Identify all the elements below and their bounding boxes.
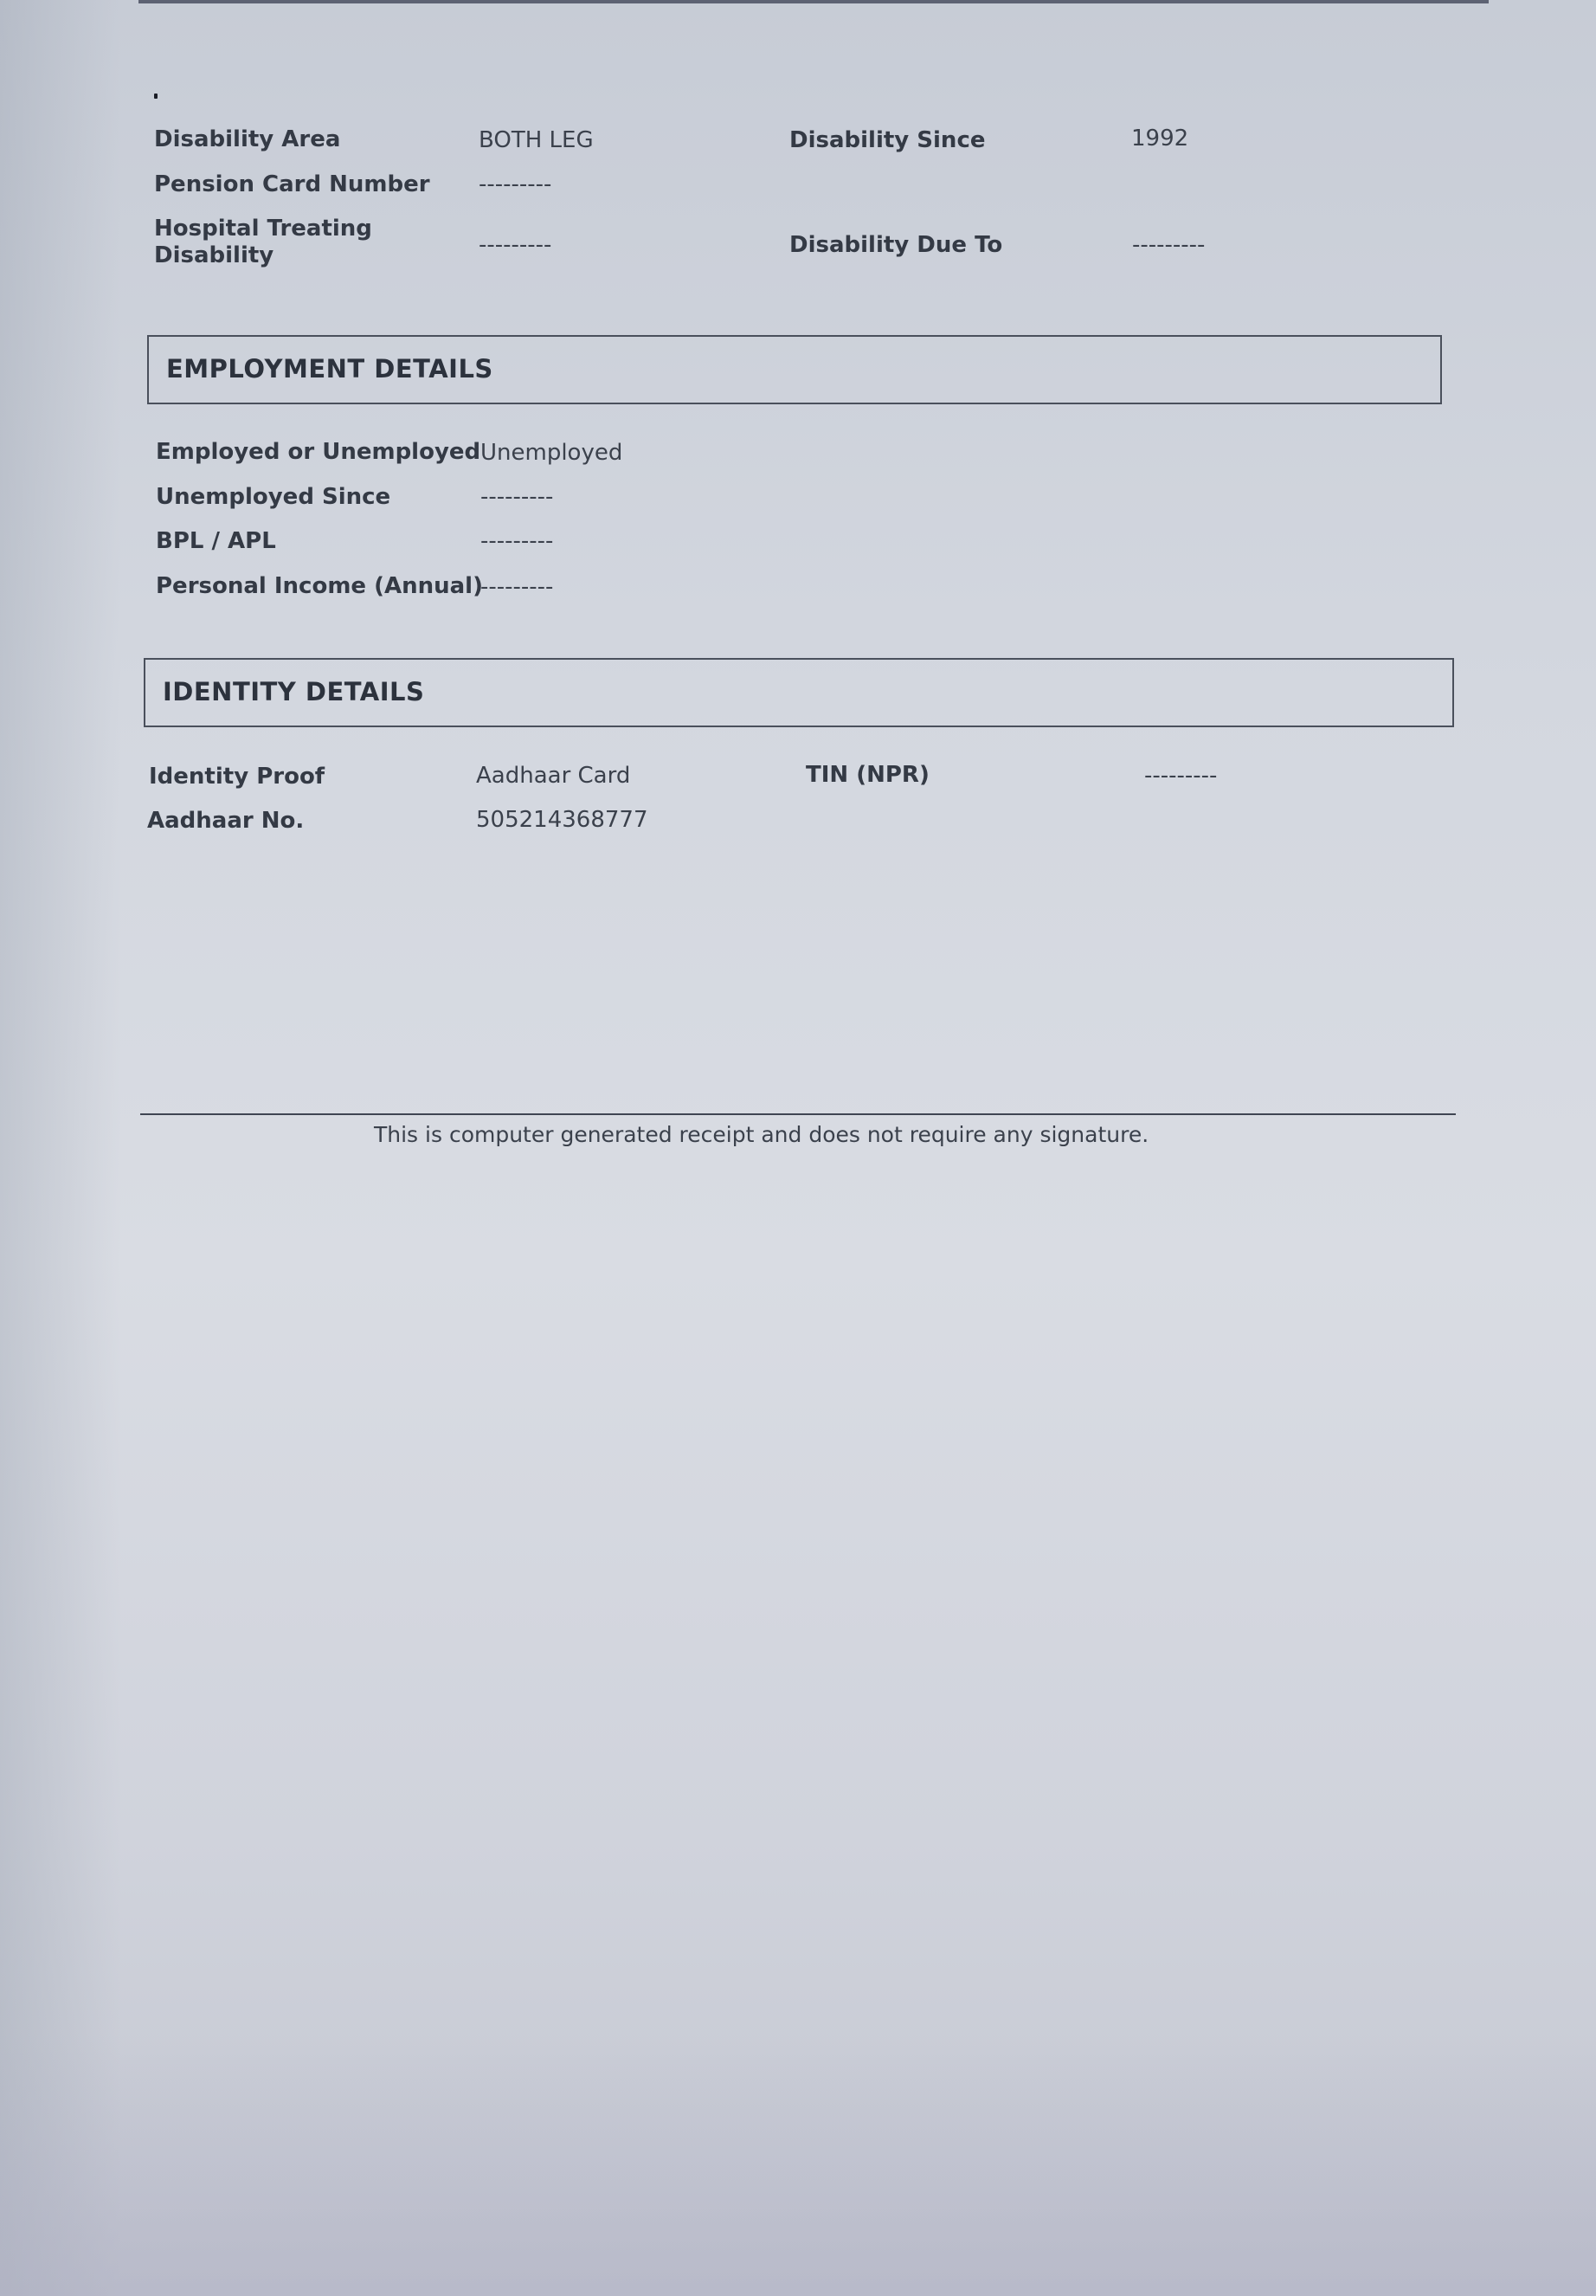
employment-status-value: Unemployed xyxy=(480,440,623,466)
hospital-treating-label xyxy=(154,216,372,269)
disability-since-label: Disability Since xyxy=(789,127,986,153)
aadhaar-number-value: 505214368777 xyxy=(476,807,648,833)
paper-shadow-left xyxy=(0,0,121,2296)
bpl-apl-value: --------- xyxy=(480,528,554,554)
employment-section-title: EMPLOYMENT DETAILS xyxy=(166,354,493,384)
disability-due-to-label: Disability Due To xyxy=(789,232,1003,258)
personal-income-value: --------- xyxy=(480,574,554,600)
hospital-treating-label-line1: Hospital Treating xyxy=(154,216,372,242)
disability-since-value: 1992 xyxy=(1131,126,1189,152)
disability-area-label: Disability Area xyxy=(154,126,341,152)
page-top-edge xyxy=(138,0,1489,3)
footer-note: This is computer generated receipt and does not require any signature. xyxy=(374,1122,1149,1147)
tin-npr-value: --------- xyxy=(1144,763,1218,789)
aadhaar-number-label: Aadhaar No. xyxy=(147,808,305,834)
identity-proof-label: Identity Proof xyxy=(149,764,325,790)
pension-card-label: Pension Card Number xyxy=(154,171,430,197)
paper-shadow-bottom xyxy=(0,2035,1596,2296)
unemployed-since-value: --------- xyxy=(480,484,554,510)
identity-proof-value: Aadhaar Card xyxy=(476,763,631,789)
tin-npr-label: TIN (NPR) xyxy=(806,762,930,788)
employment-status-label: Employed or Unemployed xyxy=(156,439,481,465)
bpl-apl-label: BPL / APL xyxy=(156,528,276,554)
hospital-treating-value: --------- xyxy=(479,232,552,258)
hospital-treating-label-line2: Disability xyxy=(154,242,274,268)
unemployed-since-label: Unemployed Since xyxy=(156,484,391,510)
disability-due-to-value: --------- xyxy=(1132,232,1206,258)
identity-header-box xyxy=(144,658,1454,727)
disability-area-value: BOTH LEG xyxy=(479,127,594,153)
pension-card-value: --------- xyxy=(479,171,552,197)
footer-divider xyxy=(140,1113,1456,1115)
paper-speck xyxy=(154,94,158,99)
personal-income-label: Personal Income (Annual) xyxy=(156,573,483,599)
employment-header-box xyxy=(147,335,1442,404)
identity-section-title: IDENTITY DETAILS xyxy=(163,677,425,706)
